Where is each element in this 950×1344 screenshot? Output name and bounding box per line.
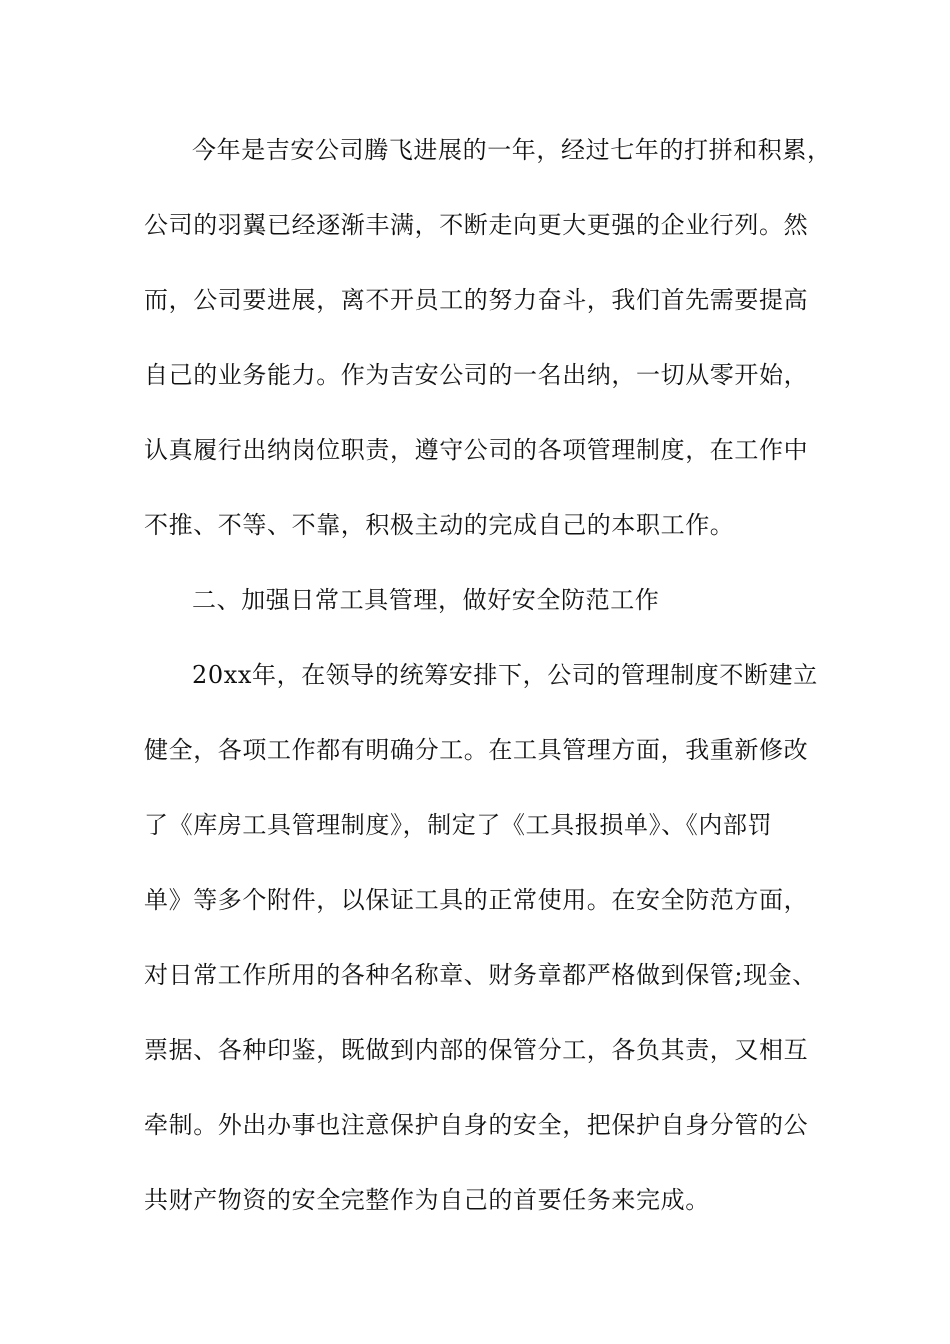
paragraph-line: 公司的羽翼已经逐渐丰满，不断走向更大更强的企业行列。然 [144, 211, 809, 239]
paragraph-line: 今年是吉安公司腾飞进展的一年，经过七年的打拼和积累， [192, 136, 832, 164]
section-heading: 二、加强日常工具管理，做好安全防范工作 [192, 586, 660, 614]
paragraph-line: 不推、不等、不靠，积极主动的完成自己的本职工作。 [144, 511, 735, 539]
paragraph-line: 健全，各项工作都有明确分工。在工具管理方面，我重新修改 [144, 736, 809, 764]
paragraph-line: 了《库房工具管理制度》，制定了《工具报损单》、《内部罚 [144, 811, 773, 839]
paragraph-line: 共财产物资的安全完整作为自己的首要任务来完成。 [144, 1186, 710, 1214]
paragraph-line: 认真履行出纳岗位职责，遵守公司的各项管理制度，在工作中 [144, 436, 809, 464]
paragraph-line: 而，公司要进展，离不开员工的努力奋斗，我们首先需要提高 [144, 286, 809, 314]
paragraph-line: 票据、各种印鉴，既做到内部的保管分工，各负其责，又相互 [144, 1036, 809, 1064]
paragraph-line: 对日常工作所用的各种名称章、财务章都严格做到保管;现金、 [144, 961, 817, 989]
paragraph-line: 自己的业务能力。作为吉安公司的一名出纳，一切从零开始， [144, 361, 809, 389]
paragraph-line: 20xx年，在领导的统筹安排下，公司的管理制度不断建立 [192, 661, 818, 689]
paragraph-line: 单》等多个附件，以保证工具的正常使用。在安全防范方面， [144, 886, 809, 914]
paragraph-line: 牵制。外出办事也注意保护自身的安全，把保护自身分管的公 [144, 1111, 809, 1139]
